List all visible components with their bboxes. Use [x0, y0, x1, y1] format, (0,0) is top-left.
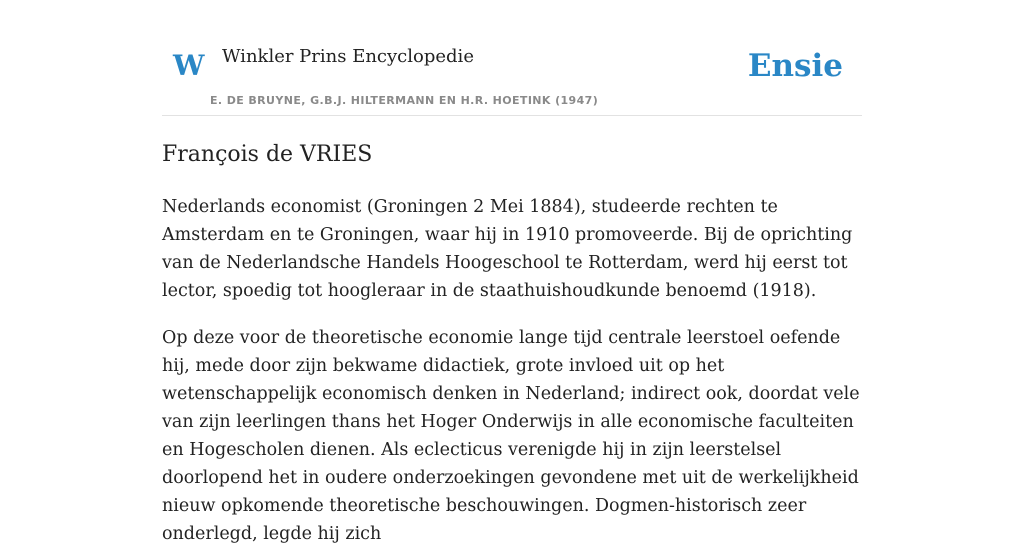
ensie-brand-logo[interactable]: Ensie: [747, 48, 843, 84]
publication-authors: E. DE BRUYNE, G.B.J. HILTERMANN EN H.R. HOETINK (1947): [210, 94, 599, 107]
article-paragraph: Op deze voor de theoretische economie lange tijd centrale leerstoel oefende hij, mede door zijn bekwame didactiek, grote invloed uit op het wetenschappelijk economisch denken in Nederland; indirect ook, doordat vele van zijn leerlingen thans het Hoger Onderwijs in alle economische faculteiten en Hogescholen dienen. Als eclecticus verenigde hij in zijn leerstelsel doorlopend het in oudere onderzoekingen gevondene met uit de werkelijkheid nieuw opkomende theoretische beschouwingen. Dogmen-historisch zeer onderlegd, legde hij zich: [162, 327, 860, 544]
article-title: François de VRIES: [162, 142, 373, 167]
publication-logo[interactable]: W: [173, 49, 205, 82]
article-paragraph: Nederlands economist (Groningen 2 Mei 1884), studeerde rechten te Amsterdam en te Groningen, waar hij in 1910 promoveerde. Bij de oprichting van de Nederlandsche Handels Hoogeschool te Rotterdam, werd hij eerst tot lector, spoedig tot hoogleraar in de staathuishoudkunde benoemd (1918).: [162, 196, 853, 301]
publication-header: [162, 0, 862, 116]
page-container: [162, 0, 862, 548]
publication-title-link[interactable]: Winkler Prins Encyclopedie: [222, 46, 474, 67]
